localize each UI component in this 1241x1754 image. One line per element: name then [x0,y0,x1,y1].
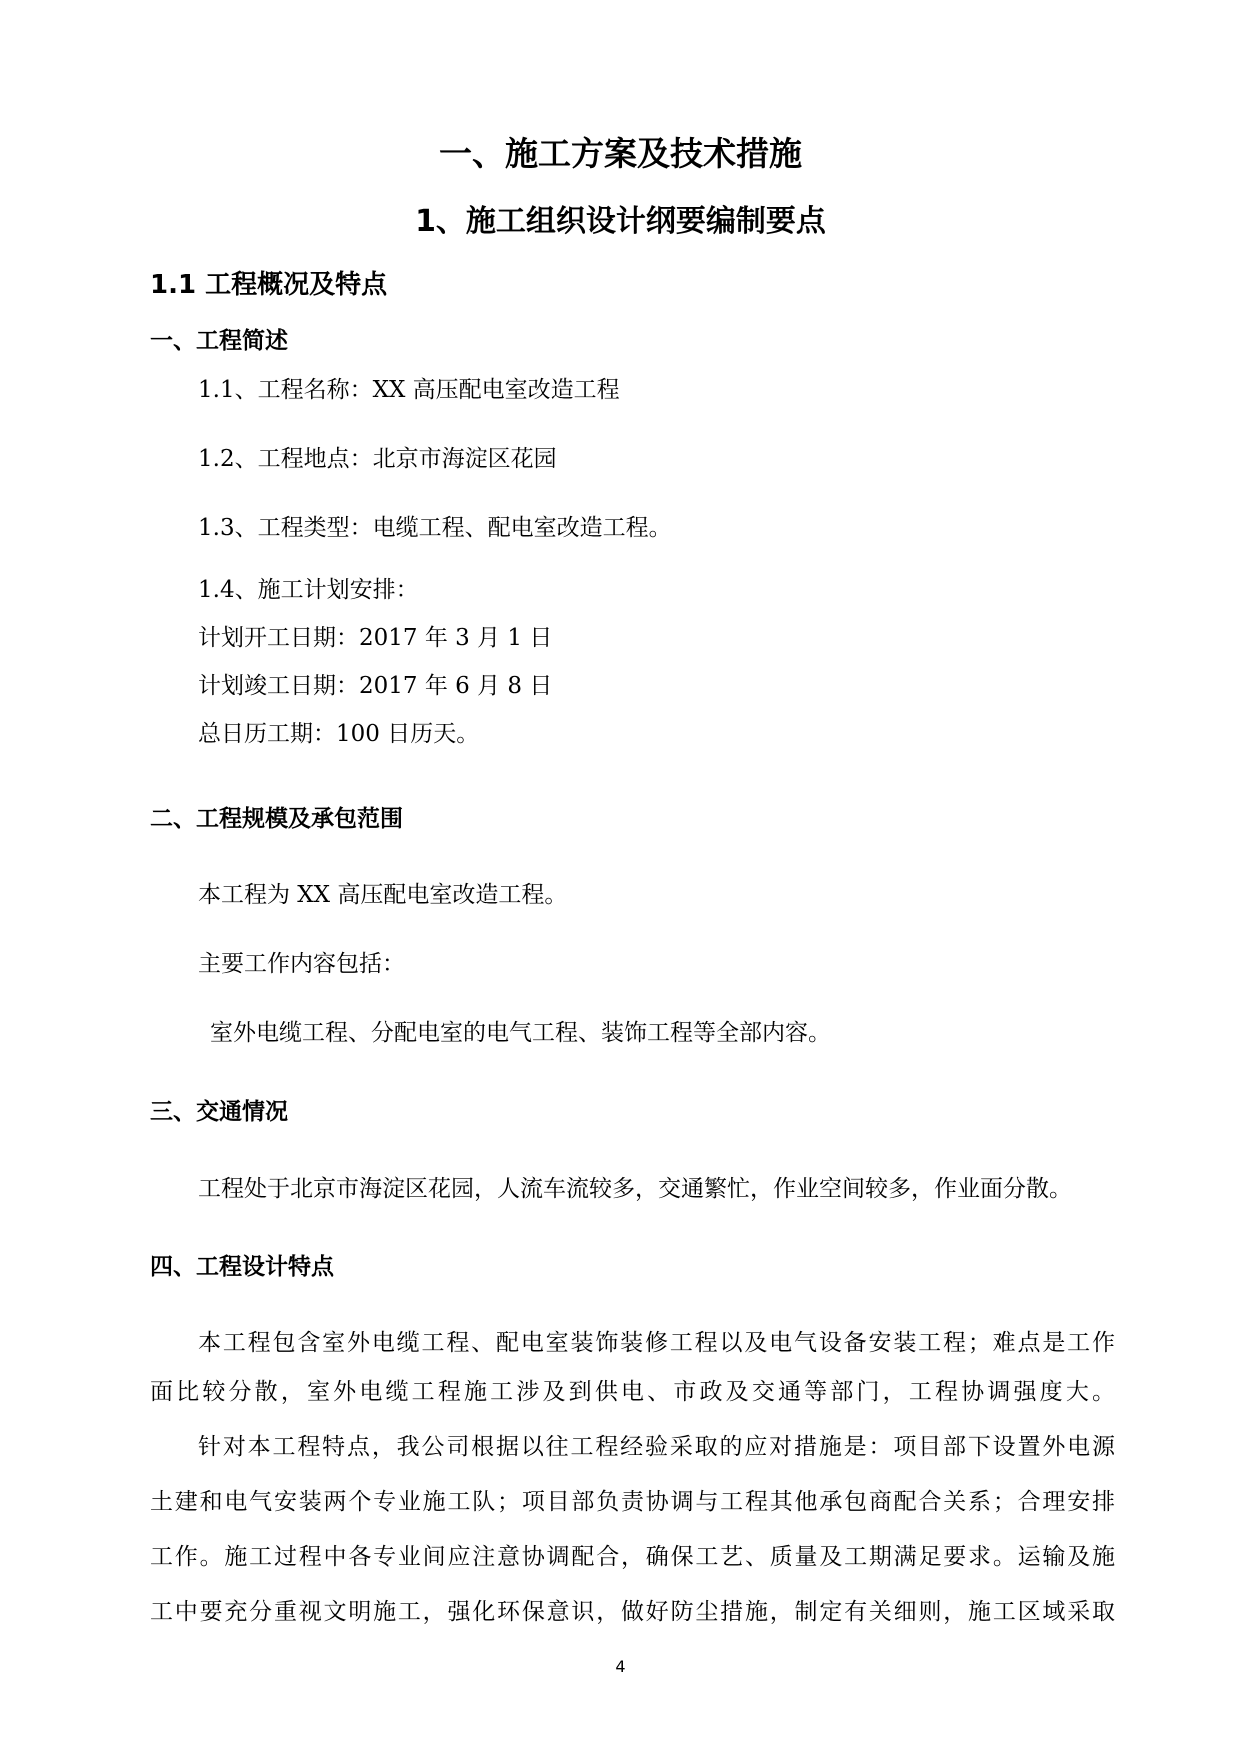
paragraph-line: 1.2、工程地点：北京市海淀区花园 [198,446,557,472]
section-title: 1、施工组织设计纲要编制要点 [415,204,826,239]
chapter-title: 一、施工方案及技术措施 [439,134,802,173]
heading-project-overview: 一、工程简述 [150,328,288,354]
paragraph-line: 工作。施工过程中各专业间应注意协调配合，确保工艺、质量及工期满足要求。运输及施 [150,1544,1115,1570]
paragraph-line: 计划竣工日期：2017 年 6 月 8 日 [198,673,553,699]
heading-design-features: 四、工程设计特点 [150,1254,334,1280]
paragraph-line: 针对本工程特点，我公司根据以往工程经验采取的应对措施是：项目部下设置外电源 [198,1434,1115,1460]
heading-traffic: 三、交通情况 [150,1099,288,1125]
paragraph-line: 工程处于北京市海淀区花园，人流车流较多，交通繁忙，作业空间较多，作业面分散。 [198,1176,1072,1202]
paragraph-line: 1.1、工程名称：XX 高压配电室改造工程 [198,377,620,403]
paragraph-line: 本工程包含室外电缆工程、配电室装饰装修工程以及电气设备安装工程；难点是工作 [198,1330,1115,1356]
paragraph-line: 工中要充分重视文明施工，强化环保意识，做好防尘措施，制定有关细则，施工区域采取 [150,1599,1115,1625]
paragraph-line: 总日历工期：100 日历天。 [198,721,480,747]
paragraph-line: 1.4、施工计划安排： [198,577,419,603]
page-number: 4 [615,1657,626,1676]
paragraph-line: 本工程为 XX 高压配电室改造工程。 [198,882,568,908]
heading-scope: 二、工程规模及承包范围 [150,806,403,832]
paragraph-line: 计划开工日期：2017 年 3 月 1 日 [198,625,553,651]
paragraph-line: 面比较分散，室外电缆工程施工涉及到供电、市政及交通等部门，工程协调强度大。 [150,1379,1115,1405]
subsection-title: 1.1 工程概况及特点 [150,270,388,300]
paragraph-line: 室外电缆工程、分配电室的电气工程、装饰工程等全部内容。 [210,1020,831,1046]
paragraph-line: 土建和电气安装两个专业施工队；项目部负责协调与工程其他承包商配合关系；合理安排 [150,1489,1115,1515]
paragraph-line: 1.3、工程类型：电缆工程、配电室改造工程。 [198,515,672,541]
paragraph-line: 主要工作内容包括： [198,951,405,977]
